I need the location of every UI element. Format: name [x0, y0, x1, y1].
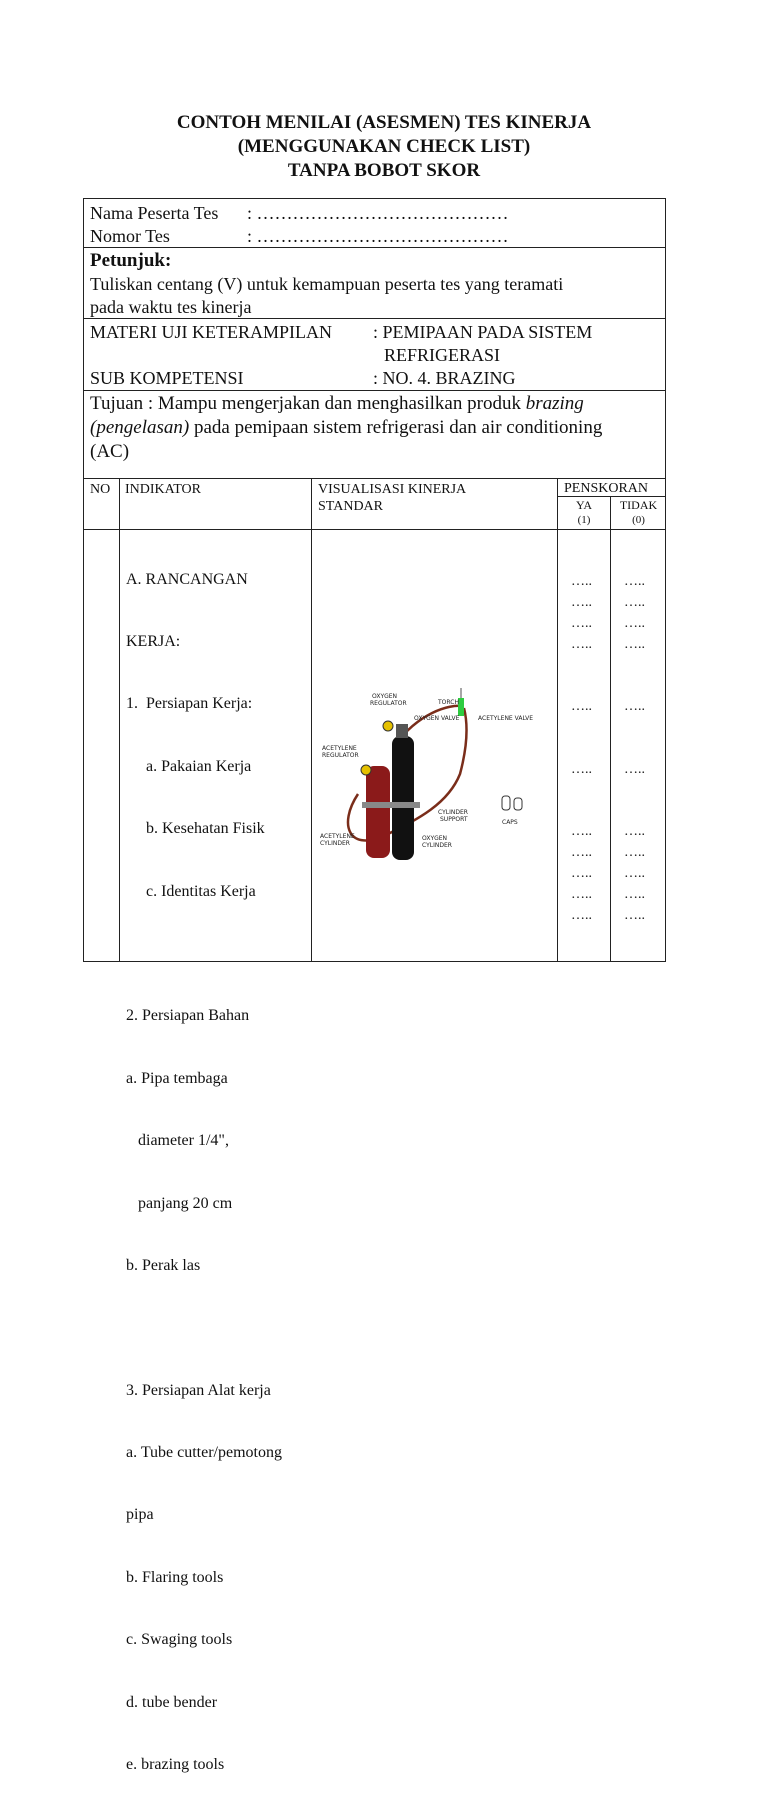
- score-tidak-flaring[interactable]: …..: [624, 845, 645, 860]
- header-ya: YA: [575, 498, 592, 512]
- indikator-line: b. Flaring tools: [126, 1568, 224, 1586]
- indikator-line: 3. Persiapan Alat kerja: [126, 1381, 271, 1399]
- label-acetylene-cylinder: ACETYLENE: [320, 833, 355, 840]
- score-ya-pipa[interactable]: …..: [571, 699, 592, 714]
- indikator-line: 2. Persiapan Bahan: [126, 1007, 250, 1025]
- score-ya-bender[interactable]: …..: [571, 887, 592, 902]
- label-torch: TORCH: [438, 699, 459, 706]
- oxygen-regulator-icon: [383, 721, 393, 731]
- label-oxygen-cylinder-2: CYLINDER: [422, 842, 452, 849]
- oxygen-cylinder-icon: [392, 736, 414, 860]
- score-ya-identitas-2[interactable]: …..: [571, 637, 592, 652]
- label-cylinder-support: CYLINDER: [438, 809, 468, 816]
- indikator-line: panjang 20 cm: [126, 1194, 233, 1212]
- score-tidak-identitas[interactable]: …..: [624, 616, 645, 631]
- indikator-line: 1. Persiapan Kerja:: [126, 695, 253, 713]
- cylinder-support-icon: [362, 802, 420, 808]
- score-ya-swaging[interactable]: …..: [571, 866, 592, 881]
- header-tidak: TIDAK: [619, 498, 658, 512]
- petunjuk-line-2: pada waktu tes kinerja: [90, 297, 252, 317]
- score-tidak-kesehatan[interactable]: …..: [624, 595, 645, 610]
- indikator-line: c. Identitas Kerja: [126, 882, 256, 900]
- page-title-line-3: TANPA BOBOT SKOR: [287, 160, 481, 181]
- page-title-line-1: CONTOH MENILAI (ASESMEN) TES KINERJA: [176, 112, 592, 133]
- label-oxygen-regulator: OXYGEN: [372, 693, 398, 700]
- label-caps: CAPS: [502, 819, 518, 826]
- sub-kompetensi-label: SUB KOMPETENSI: [90, 368, 244, 388]
- materi-value-1: : PEMIPAAN PADA SISTEM: [373, 322, 593, 342]
- label-acetylene-valve: ACETYLENE VALVE: [478, 715, 534, 722]
- indikator-line: KERJA:: [126, 632, 181, 650]
- indikator-line: [126, 1318, 282, 1339]
- indikator-line: b. Kesehatan Fisik: [126, 820, 265, 838]
- score-tidak-swaging[interactable]: …..: [624, 866, 645, 881]
- nama-field[interactable]: : ……………………………………: [247, 203, 509, 223]
- score-ya-pakaian[interactable]: …..: [571, 574, 592, 589]
- indikator-line: a. Tube cutter/pemotong: [126, 1444, 282, 1462]
- score-ya-flaring[interactable]: …..: [571, 845, 592, 860]
- indikator-line: a. Pakaian Kerja: [126, 757, 252, 775]
- score-ya-perak[interactable]: …..: [571, 762, 592, 777]
- indikator-line: diameter 1/4",: [126, 1132, 229, 1150]
- tujuan-line-2: (pengelasan) pada pemipaan sistem refrigerasi dan air conditioning: [90, 417, 603, 438]
- label-oxygen-valve: OXYGEN VALVE: [414, 715, 460, 722]
- label-oxygen-cylinder: OXYGEN: [422, 835, 448, 842]
- score-tidak-pipa[interactable]: …..: [624, 699, 645, 714]
- tujuan-line-3: (AC): [90, 441, 130, 462]
- label-acetylene-regulator-2: REGULATOR: [322, 752, 359, 759]
- header-indikator: INDIKATOR: [125, 482, 201, 497]
- indikator-line: [126, 944, 282, 965]
- score-tidak-pakaian[interactable]: …..: [624, 574, 645, 589]
- tujuan-line-1: Tujuan : Mampu mengerjakan dan menghasilkan produk brazing: [90, 393, 584, 414]
- indikator-line: c. Swaging tools: [126, 1631, 233, 1649]
- label-cylinder-support-2: SUPPORT: [440, 816, 468, 823]
- header-visualisasi-2: STANDAR: [318, 499, 383, 514]
- score-tidak-bender[interactable]: …..: [624, 887, 645, 902]
- header-tidak-score: (0): [632, 514, 645, 526]
- score-tidak-perak[interactable]: …..: [624, 762, 645, 777]
- label-acetylene-regulator: ACETYLENE: [322, 745, 357, 752]
- nomor-label: Nomor Tes: [90, 226, 170, 246]
- indikator-line: a. Pipa tembaga: [126, 1069, 228, 1087]
- score-tidak-tube-cutter[interactable]: …..: [624, 824, 645, 839]
- score-ya-brazing[interactable]: …..: [571, 908, 592, 923]
- materi-label: MATERI UJI KETERAMPILAN: [90, 322, 332, 342]
- page-title-line-2: (MENGGUNAKAN CHECK LIST): [237, 136, 531, 157]
- acetylene-cylinder-icon: [366, 766, 390, 858]
- header-visualisasi-1: VISUALISASI KINERJA: [318, 482, 467, 497]
- header-no: NO: [90, 482, 111, 497]
- indikator-line: d. tube bender: [126, 1693, 218, 1711]
- caps-icon: [502, 796, 510, 810]
- petunjuk-heading: Petunjuk:: [90, 250, 172, 271]
- header-ya-score: (1): [577, 514, 591, 526]
- indikator-line: pipa: [126, 1506, 154, 1524]
- materi-value-2: REFRIGERASI: [384, 345, 501, 365]
- indikator-line: b. Perak las: [126, 1256, 201, 1274]
- petunjuk-line-1: Tuliskan centang (V) untuk kemampuan peserta tes yang teramati: [90, 274, 564, 294]
- score-ya-identitas[interactable]: …..: [571, 616, 592, 631]
- score-tidak-identitas-2[interactable]: …..: [624, 637, 645, 652]
- indikator-line: A. RANCANGAN: [126, 570, 248, 588]
- score-tidak-brazing[interactable]: …..: [624, 908, 645, 923]
- score-ya-kesehatan[interactable]: …..: [571, 595, 592, 610]
- indikator-line: e. brazing tools: [126, 1756, 225, 1774]
- label-acetylene-cylinder-2: CYLINDER: [320, 840, 350, 847]
- label-oxygen-regulator-2: REGULATOR: [370, 700, 407, 707]
- nomor-field[interactable]: : ……………………………………: [247, 226, 509, 246]
- nama-label: Nama Peserta Tes: [90, 203, 219, 223]
- brazing-equipment-illustration: [318, 684, 548, 864]
- score-ya-tube-cutter[interactable]: …..: [571, 824, 592, 839]
- sub-kompetensi-value: : NO. 4. BRAZING: [373, 368, 516, 388]
- acetylene-regulator-icon: [361, 765, 371, 775]
- indikator-list: [126, 528, 282, 1797]
- header-penskoran: PENSKORAN: [564, 481, 649, 496]
